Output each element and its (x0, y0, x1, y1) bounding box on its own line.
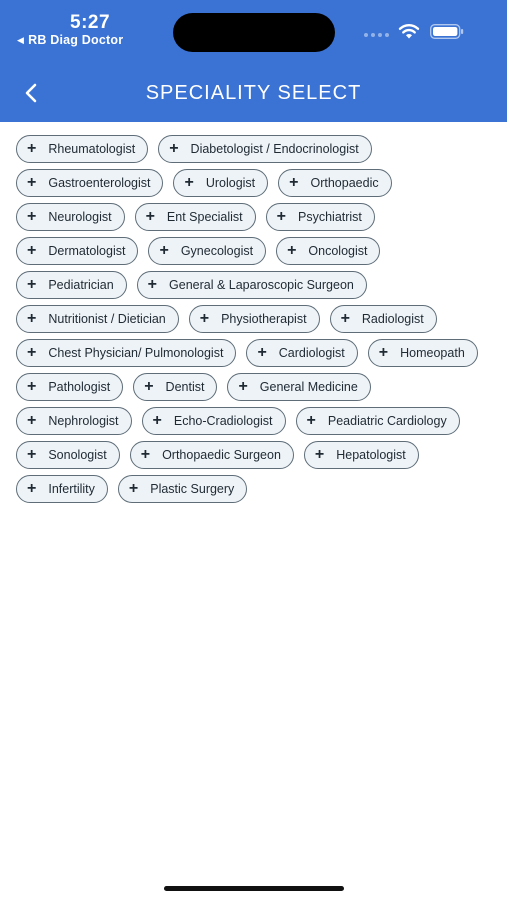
speciality-chip[interactable] (227, 373, 370, 401)
plus-icon: + (144, 378, 154, 395)
plus-icon: + (306, 412, 316, 429)
speciality-chip-label: Psychiatrist (298, 210, 362, 224)
speciality-chip-list (16, 135, 496, 503)
plus-icon: + (287, 242, 297, 259)
speciality-chip-label: Gastroenterologist (48, 176, 151, 190)
speciality-chip[interactable] (266, 203, 375, 231)
speciality-chip-label: General Medicine (259, 380, 358, 394)
plus-icon: + (27, 480, 37, 497)
speciality-chip-label: Urologist (205, 176, 256, 190)
speciality-chip-label: Physiotherapist (221, 312, 307, 326)
plus-icon: + (145, 208, 155, 225)
page-title: SPECIALITY SELECT (145, 82, 362, 104)
cellular-signal-icon (364, 32, 390, 38)
plus-icon: + (340, 310, 350, 327)
plus-icon: + (238, 378, 248, 395)
status-back-to-app[interactable] (17, 33, 123, 47)
speciality-chip[interactable] (304, 441, 419, 469)
plus-icon: + (27, 344, 37, 361)
plus-icon: + (27, 446, 37, 463)
plus-icon: + (27, 242, 37, 259)
speciality-chip-label: Cardiologist (278, 346, 345, 360)
plus-icon: + (199, 310, 210, 327)
speciality-chip[interactable] (130, 441, 294, 469)
speciality-chip[interactable] (142, 407, 286, 435)
speciality-chip[interactable] (278, 169, 391, 197)
speciality-chip[interactable] (16, 135, 148, 163)
plus-icon: + (276, 208, 286, 225)
speciality-chip[interactable] (16, 169, 163, 197)
speciality-chip-label: Ent Specialist (166, 210, 243, 224)
plus-icon: + (128, 480, 139, 497)
back-triangle-icon: ◀ (17, 35, 25, 45)
speciality-chip[interactable] (148, 237, 266, 265)
speciality-chip-label: Dermatologist (48, 244, 126, 258)
speciality-chip-label: Sonologist (48, 448, 107, 462)
speciality-chip[interactable] (16, 203, 125, 231)
plus-icon: + (140, 446, 151, 463)
speciality-chip-label: Neurologist (48, 210, 112, 224)
speciality-chip[interactable] (296, 407, 460, 435)
speciality-chip-label: Orthopaedic (310, 176, 379, 190)
speciality-chip[interactable] (173, 169, 268, 197)
speciality-chip[interactable] (16, 373, 123, 401)
plus-icon: + (152, 412, 162, 429)
plus-icon: + (257, 344, 267, 361)
battery-icon (430, 24, 464, 39)
speciality-chip-label: Pediatrician (48, 278, 114, 292)
speciality-chip-label: Dentist (165, 380, 205, 394)
speciality-chip[interactable] (330, 305, 437, 333)
plus-icon: + (27, 412, 37, 429)
plus-icon: + (27, 174, 37, 191)
speciality-chip-label: General & Laparoscopic Surgeon (169, 278, 354, 292)
plus-icon: + (27, 276, 37, 293)
app-header (0, 0, 507, 122)
plus-icon: + (289, 174, 299, 191)
speciality-chip[interactable] (137, 271, 367, 299)
plus-icon: + (159, 242, 169, 259)
speciality-chip[interactable] (16, 271, 127, 299)
plus-icon: + (147, 276, 158, 293)
plus-icon: + (27, 310, 37, 327)
speciality-chip[interactable] (16, 339, 236, 367)
plus-icon: + (378, 344, 389, 361)
speciality-chip[interactable] (135, 203, 256, 231)
speciality-chip[interactable] (16, 305, 179, 333)
speciality-chip[interactable] (276, 237, 380, 265)
speciality-chip[interactable] (118, 475, 247, 503)
speciality-chip-label: Nutritionist / Dietician (48, 312, 166, 326)
plus-icon: + (27, 140, 37, 157)
speciality-chip[interactable] (368, 339, 478, 367)
speciality-chip[interactable] (16, 407, 132, 435)
dynamic-island (173, 13, 335, 52)
speciality-chip-label: Diabetologist / Endocrinologist (190, 142, 359, 156)
speciality-chip-label: Radiologist (361, 312, 424, 326)
speciality-chip[interactable] (16, 237, 138, 265)
speciality-chip-label: Plastic Surgery (150, 482, 235, 496)
home-indicator[interactable] (164, 886, 344, 891)
speciality-chip-label: Oncologist (308, 244, 368, 258)
plus-icon: + (169, 140, 179, 157)
speciality-chip-label: Chest Physician/ Pulmonologist (48, 346, 224, 360)
speciality-chip-label: Hepatologist (336, 448, 406, 462)
speciality-chip-label: Homeopath (400, 346, 465, 360)
plus-icon: + (27, 208, 37, 225)
speciality-chip-label: Pathologist (48, 380, 111, 394)
speciality-chip[interactable] (133, 373, 217, 401)
plus-icon: + (314, 446, 325, 463)
speciality-chip-label: Gynecologist (180, 244, 254, 258)
plus-icon: + (184, 174, 194, 191)
speciality-chip-label: Echo-Cradiologist (173, 414, 273, 428)
speciality-chip-label: Nephrologist (48, 414, 119, 428)
speciality-chip[interactable] (158, 135, 372, 163)
plus-icon: + (27, 378, 37, 395)
speciality-chip-label: Orthopaedic Surgeon (162, 448, 281, 462)
speciality-chip-label: Infertility (48, 482, 95, 496)
speciality-chip[interactable] (246, 339, 357, 367)
status-back-label: RB Diag Doctor (28, 33, 124, 47)
speciality-chip-label: Peadiatric Cardiology (327, 414, 447, 428)
speciality-chip-label: Rheumatologist (48, 142, 136, 156)
speciality-chip[interactable] (189, 305, 320, 333)
status-time: 5:27 (70, 12, 111, 33)
speciality-chip[interactable] (16, 475, 108, 503)
speciality-chip[interactable] (16, 441, 120, 469)
wifi-icon (398, 22, 420, 40)
